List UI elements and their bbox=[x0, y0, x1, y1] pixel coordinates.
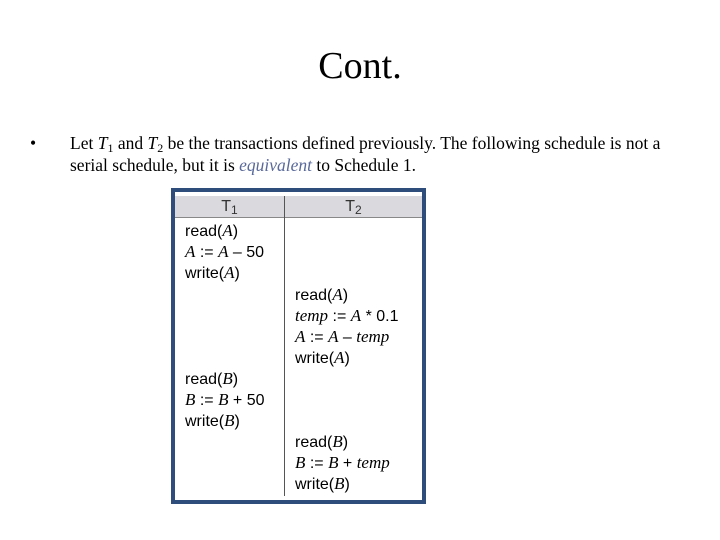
header-t2: $T_2$ bbox=[345, 198, 362, 217]
bullet-text bbox=[70, 132, 690, 176]
bullet-and: and bbox=[113, 133, 148, 153]
schedule-operation: write(B) bbox=[295, 474, 350, 493]
header-t1: $T_1$ bbox=[221, 198, 238, 217]
transaction-name-1: T bbox=[97, 133, 108, 153]
schedule-operation: read(B) bbox=[185, 369, 239, 388]
schedule-operation: temp := A * 0.1 bbox=[295, 306, 399, 325]
equivalent-term: equivalent bbox=[239, 155, 313, 175]
bullet-marker: • bbox=[30, 133, 37, 153]
column-divider bbox=[284, 196, 285, 496]
bullet-rest-1: be the transactions defined previously. The following schedule is not a serial schedule, but it is bbox=[70, 133, 661, 175]
schedule-operation: read(B) bbox=[295, 432, 349, 451]
transaction-sub-1: 1 bbox=[107, 141, 114, 155]
transaction-name-2: T bbox=[147, 133, 158, 153]
schedule-table bbox=[175, 192, 422, 500]
schedule-figure bbox=[171, 188, 426, 504]
schedule-operation: A := A – 50 bbox=[185, 242, 265, 261]
schedule-operation: read(A) bbox=[185, 221, 239, 240]
schedule-operation: B := B + temp bbox=[295, 453, 390, 472]
transaction-sub-2: 2 bbox=[157, 141, 164, 155]
slide-title: Cont. bbox=[318, 45, 402, 87]
schedule-operation: A := A – temp bbox=[295, 327, 390, 346]
bullet-let: Let bbox=[70, 133, 98, 153]
schedule-operation: write(A) bbox=[185, 263, 240, 282]
schedule-operation: write(B) bbox=[185, 411, 240, 430]
schedule-header bbox=[175, 196, 422, 218]
schedule-operation: write(A) bbox=[295, 348, 350, 367]
bullet-rest-2: to Schedule 1. bbox=[312, 155, 417, 175]
bullet-paragraph bbox=[30, 132, 690, 176]
schedule-operation: B := B + 50 bbox=[185, 390, 265, 409]
schedule-operation: read(A) bbox=[295, 285, 349, 304]
